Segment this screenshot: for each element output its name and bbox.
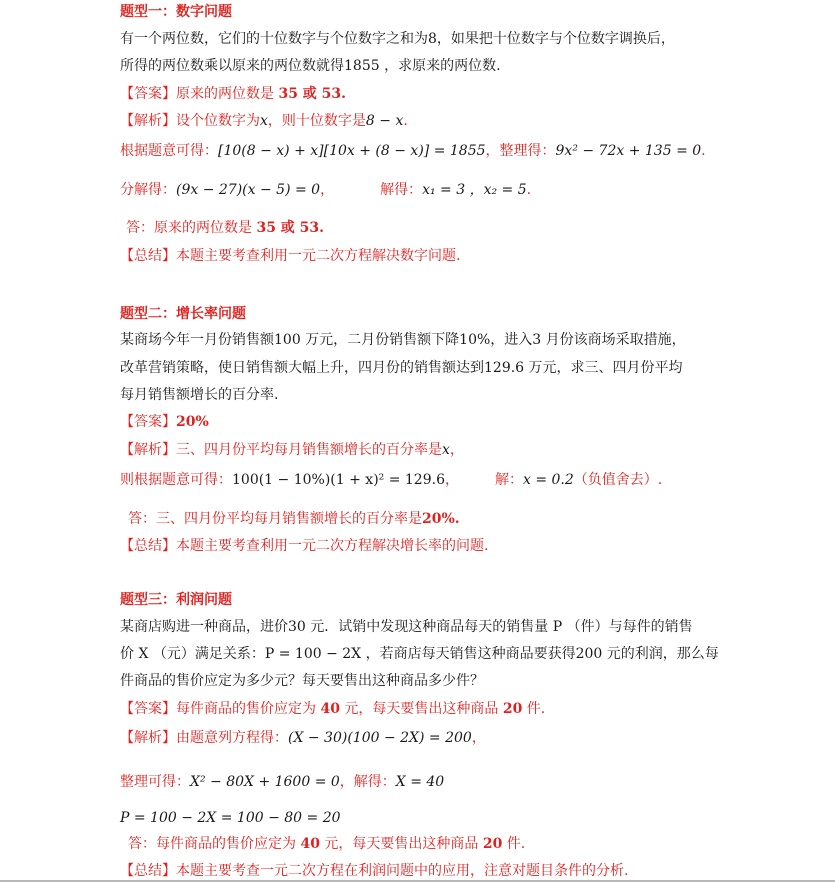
p-expr: P = 100 − 2X = 100 − 80 = 20 (120, 810, 341, 826)
solve-note: （负值舍去）. (573, 472, 663, 488)
answer-text: 每件商品的售价应定为 (176, 701, 316, 717)
reply-text2: 元，每天要售出这种商品 (324, 836, 479, 852)
section2-problem-line2: 改革营销策略，使日销售额大幅上升，四月份的销售额达到129.6 万元，求三、四月份平均 (120, 360, 683, 376)
simplify-expr: X² − 80X + 1600 = 0 (190, 774, 340, 790)
answer-tag: 【答案】 (120, 86, 176, 102)
section2-heading: 题型二：增长率问题 (120, 306, 246, 322)
eq-label2: ，整理得： (485, 143, 556, 159)
analysis-var: x (442, 442, 450, 458)
answer-value-price: 40 (320, 701, 340, 717)
summary-text: 本题主要考查利用一元二次方程解决数字问题. (176, 248, 461, 264)
answer-value: 35 或 53. (278, 86, 347, 102)
section3-answer (120, 699, 545, 719)
answer-text: 原来的两位数是 (176, 86, 274, 102)
eq-label: 则根据题意可得： (120, 472, 232, 488)
simplify-label: 整理可得： (120, 774, 190, 790)
answer-tag: 【答案】 (120, 414, 176, 430)
solve-expr: x₁ = 3 ，x₂ = 5 (422, 182, 527, 198)
section2-analysis (120, 440, 464, 460)
section3-summary (120, 861, 628, 881)
solve-label: 解得： (380, 182, 423, 198)
analysis-end: . (403, 113, 408, 129)
section3-reply (128, 834, 525, 854)
eq-expr: 100(1 − 10%)(1 + x)² = 129.6 (232, 472, 445, 488)
page-bottom-border (0, 880, 835, 882)
section1-analysis (120, 111, 408, 131)
analysis-text2: ，则十位数字是 (267, 113, 366, 129)
analysis-text: 由题意列方程得： (176, 730, 288, 746)
section1-factor (120, 180, 531, 200)
eq-end: ， (444, 472, 459, 488)
section1-summary (120, 246, 460, 266)
analysis-text: 三、四月份平均每月销售额增长的百分率是 (176, 442, 442, 458)
eq-label: 根据题意可得： (120, 143, 218, 159)
solve-expr: x = 0.2 (522, 472, 574, 488)
reply-text: 答：每件商品的售价应定为 (128, 836, 296, 852)
analysis-expr: (X − 30)(100 − 2X) = 200 (288, 730, 472, 746)
simplify-mid: ，解得： (339, 774, 396, 790)
analysis-end: ， (471, 730, 486, 746)
section2-reply (128, 509, 460, 529)
analysis-end: ， (449, 442, 464, 458)
eq-end: . (701, 143, 706, 159)
summary-text: 本题主要考查利用一元二次方程解决增长率的问题. (176, 538, 489, 554)
summary-tag: 【总结】 (120, 248, 176, 264)
summary-tag: 【总结】 (120, 538, 176, 554)
factor-expr: (9x − 27)(x − 5) = 0 (176, 182, 321, 198)
section2-summary (120, 536, 488, 556)
eq-expr2: 9x² − 72x + 135 = 0 (555, 143, 702, 159)
section1-problem-line1: 有一个两位数，它们的十位数字与个位数字之和为8，如果把十位数字与个位数字调换后， (120, 31, 675, 47)
section3-p-calc (120, 808, 341, 828)
section3-analysis (120, 728, 486, 748)
answer-text2: 元，每天要售出这种商品 (344, 701, 499, 717)
reply-text: 答：原来的两位数是 (126, 220, 252, 236)
eq-expr: [10(8 − x) + x][10x + (8 − x)] = 1855 (218, 143, 486, 159)
answer-tag: 【答案】 (120, 701, 176, 717)
factor-label: 分解得： (120, 182, 176, 198)
answer-value: 20% (176, 414, 209, 430)
section1-equation (120, 141, 706, 161)
reply-value-qty: 20 (482, 836, 503, 852)
reply-value: 20%. (422, 511, 460, 527)
solve-end: . (526, 182, 532, 198)
section2-equation (120, 470, 662, 490)
solve-label: 解： (494, 472, 523, 488)
factor-end: ， (320, 182, 335, 198)
section3-heading: 题型三：利润问题 (120, 592, 232, 608)
simplify-expr2: X = 40 (395, 774, 445, 790)
reply-value-price: 40 (300, 836, 320, 852)
summary-tag: 【总结】 (120, 863, 176, 879)
reply-end: 件. (506, 836, 526, 852)
reply-value: 35 或 53. (256, 220, 325, 236)
section1-reply (126, 218, 324, 238)
reply-text: 答：三、四月份平均每月销售额增长的百分率是 (128, 511, 422, 527)
section2-problem-line1: 某商场今年一月份销售额100 万元，二月份销售额下降10%，进入3 月份该商场采取措施， (120, 332, 686, 348)
answer-value-qty: 20 (502, 701, 523, 717)
section2-problem-line3: 每月销售额增长的百分率. (120, 387, 279, 403)
analysis-tag: 【解析】 (120, 730, 176, 746)
section1-problem-line2: 所得的两位数乘以原来的两位数就得1855 ，求原来的两位数. (120, 58, 501, 74)
analysis-expr: 8 − x (365, 113, 404, 129)
section3-problem-line2: 价 X （元）满足关系：P = 100 − 2X ，若商店每天销售这种商品要获得200 元的利润，那么每 (120, 646, 719, 662)
section1-answer (120, 84, 346, 104)
section2-answer (120, 412, 209, 432)
section3-problem-line3: 件商品的售价应定为多少元？每天要售出这种商品多少件？ (120, 673, 484, 689)
analysis-tag: 【解析】 (120, 442, 176, 458)
analysis-tag: 【解析】 (120, 113, 176, 129)
analysis-text: 设个位数字为 (176, 113, 260, 129)
answer-end: 件. (526, 701, 546, 717)
analysis-var: x (260, 113, 268, 129)
section3-simplify (120, 772, 444, 792)
section1-heading: 题型一：数字问题 (120, 4, 232, 20)
summary-text: 本题主要考查一元二次方程在利润问题中的应用，注意对题目条件的分析. (176, 863, 629, 879)
section3-problem-line1: 某商店购进一种商品，进价30 元．试销中发现这种商品每天的销售量 P （件）与每件的销售 (120, 619, 693, 635)
